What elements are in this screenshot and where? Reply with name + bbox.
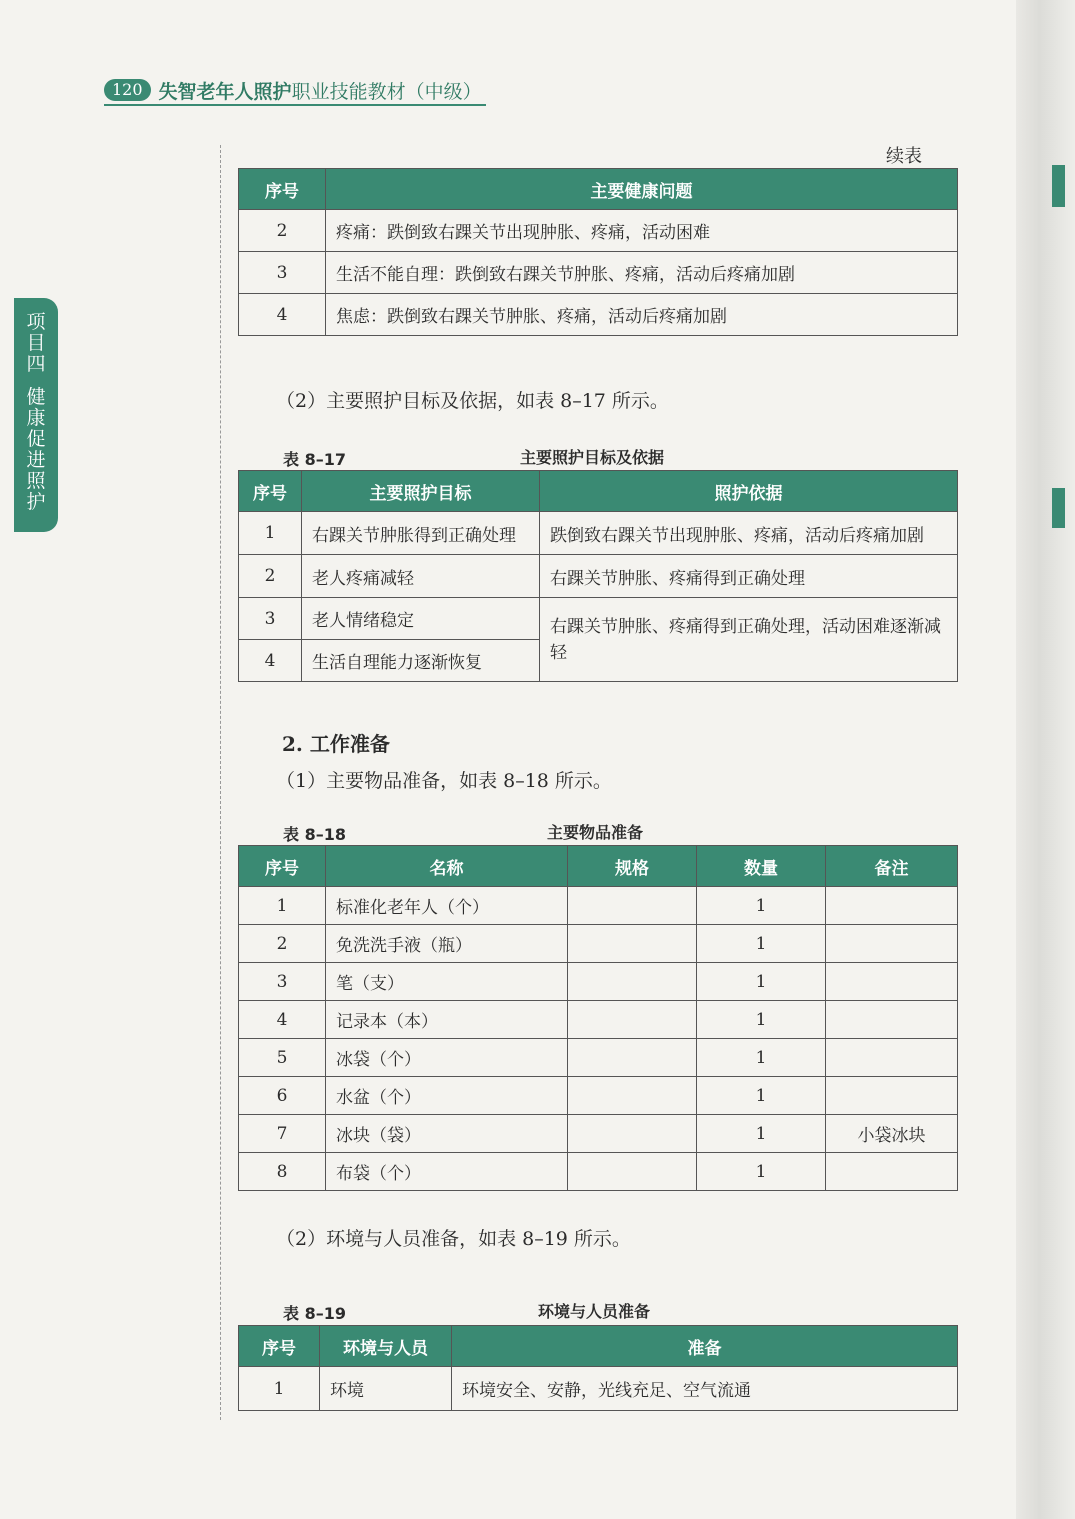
table-cell: 跌倒致右踝关节出现肿胀、疼痛，活动后疼痛加剧 bbox=[540, 512, 958, 555]
table-row bbox=[239, 1153, 958, 1191]
table-cell: 1 bbox=[697, 1115, 826, 1153]
table-cell: 生活自理能力逐渐恢复 bbox=[302, 640, 540, 682]
table-cell bbox=[826, 1001, 958, 1039]
table-cell bbox=[568, 1115, 697, 1153]
table-cell: 老人疼痛减轻 bbox=[302, 555, 540, 598]
table-cell: 疼痛：跌倒致右踝关节出现肿胀、疼痛，活动困难 bbox=[326, 210, 958, 252]
table-cell: 7 bbox=[239, 1115, 326, 1153]
header-cell: 规格 bbox=[568, 846, 697, 887]
table-cell: 1 bbox=[697, 1153, 826, 1191]
table-header-row bbox=[239, 471, 958, 512]
table-cell: 1 bbox=[697, 963, 826, 1001]
paragraph: （2）主要照护目标及依据，如表 8–17 所示。 bbox=[276, 390, 669, 412]
table-cell: 水盆（个） bbox=[326, 1077, 568, 1115]
table-cell: 生活不能自理：跌倒致右踝关节肿胀、疼痛，活动后疼痛加剧 bbox=[326, 252, 958, 294]
table-cell: 2 bbox=[239, 210, 326, 252]
continued-label: 续表 bbox=[886, 146, 922, 167]
table-row bbox=[239, 925, 958, 963]
table-cell: 布袋（个） bbox=[326, 1153, 568, 1191]
table-number: 表 8–19 bbox=[283, 1304, 346, 1323]
header-cell: 名称 bbox=[326, 846, 568, 887]
header-cell: 序号 bbox=[239, 1326, 320, 1367]
table-row bbox=[239, 963, 958, 1001]
table-cell: 2 bbox=[239, 555, 302, 598]
header-cell: 照护依据 bbox=[540, 471, 958, 512]
table-cell bbox=[826, 1039, 958, 1077]
book-title: 失智老年人照护职业技能教材（中级） bbox=[158, 80, 482, 103]
page-number: 120 bbox=[104, 79, 151, 101]
table-row bbox=[239, 294, 958, 336]
table-cell: 5 bbox=[239, 1039, 326, 1077]
header-cell: 序号 bbox=[239, 471, 302, 512]
table-row bbox=[239, 512, 958, 555]
table-cell: 笔（支） bbox=[326, 963, 568, 1001]
table-header-row bbox=[239, 846, 958, 887]
margin-guide bbox=[220, 145, 221, 1420]
section-heading: 2. 工作准备 bbox=[282, 732, 390, 756]
items-table bbox=[238, 845, 958, 1191]
page-edge bbox=[1016, 0, 1075, 1519]
table-cell: 1 bbox=[697, 925, 826, 963]
table-cell bbox=[568, 1077, 697, 1115]
table-cell: 2 bbox=[239, 925, 326, 963]
table-cell: 环境安全、安静，光线充足、空气流通 bbox=[452, 1367, 958, 1411]
edge-mark bbox=[1052, 488, 1065, 528]
table-cell: 免洗洗手液（瓶） bbox=[326, 925, 568, 963]
table-cell: 1 bbox=[697, 1001, 826, 1039]
table-cell: 3 bbox=[239, 963, 326, 1001]
table-cell: 标准化老年人（个） bbox=[326, 887, 568, 925]
table-cell: 1 bbox=[697, 887, 826, 925]
table-cell: 4 bbox=[239, 294, 326, 336]
header-cell: 主要照护目标 bbox=[302, 471, 540, 512]
table-cell: 小袋冰块 bbox=[826, 1115, 958, 1153]
table-title: 主要照护目标及依据 bbox=[520, 448, 665, 467]
header-cell: 备注 bbox=[826, 846, 958, 887]
table-cell: 3 bbox=[239, 252, 326, 294]
table-cell: 1 bbox=[239, 887, 326, 925]
table-row bbox=[239, 1001, 958, 1039]
table-row bbox=[239, 1367, 958, 1411]
table-cell bbox=[826, 887, 958, 925]
table-row bbox=[239, 1077, 958, 1115]
table-cell: 1 bbox=[697, 1039, 826, 1077]
table-cell: 老人情绪稳定 bbox=[302, 598, 540, 640]
table-row bbox=[239, 252, 958, 294]
paragraph: （2）环境与人员准备，如表 8–19 所示。 bbox=[276, 1228, 631, 1250]
edge-mark bbox=[1052, 165, 1065, 207]
table-cell: 4 bbox=[239, 640, 302, 682]
table-cell bbox=[826, 963, 958, 1001]
table-row bbox=[239, 598, 958, 640]
running-header bbox=[104, 76, 486, 106]
chapter-side-tab: 项 目 四 健 康 促 进 照 护 bbox=[14, 298, 58, 532]
table-cell: 4 bbox=[239, 1001, 326, 1039]
table-cell: 8 bbox=[239, 1153, 326, 1191]
table-row bbox=[239, 555, 958, 598]
header-cell: 准备 bbox=[452, 1326, 958, 1367]
table-cell: 右踝关节肿胀得到正确处理 bbox=[302, 512, 540, 555]
header-cell: 序号 bbox=[239, 169, 326, 210]
table-cell bbox=[568, 1153, 697, 1191]
table-cell: 1 bbox=[239, 1367, 320, 1411]
table-cell: 6 bbox=[239, 1077, 326, 1115]
table-cell: 3 bbox=[239, 598, 302, 640]
table-cell bbox=[568, 1039, 697, 1077]
table-cell: 焦虑：跌倒致右踝关节肿胀、疼痛，活动后疼痛加剧 bbox=[326, 294, 958, 336]
table-cell: 右踝关节肿胀、疼痛得到正确处理，活动困难逐渐减轻 bbox=[540, 598, 958, 682]
table-cell: 冰袋（个） bbox=[326, 1039, 568, 1077]
header-cell: 序号 bbox=[239, 846, 326, 887]
table-cell: 冰块（袋） bbox=[326, 1115, 568, 1153]
table-cell: 1 bbox=[239, 512, 302, 555]
table-cell bbox=[826, 1077, 958, 1115]
table-cell: 右踝关节肿胀、疼痛得到正确处理 bbox=[540, 555, 958, 598]
header-cell: 主要健康问题 bbox=[326, 169, 958, 210]
header-cell: 数量 bbox=[697, 846, 826, 887]
table-cell bbox=[826, 1153, 958, 1191]
table-header-row bbox=[239, 169, 958, 210]
header-cell: 环境与人员 bbox=[320, 1326, 452, 1367]
table-row bbox=[239, 210, 958, 252]
table-title: 主要物品准备 bbox=[547, 823, 644, 842]
table-row bbox=[239, 887, 958, 925]
paragraph: （1）主要物品准备，如表 8–18 所示。 bbox=[276, 770, 612, 792]
table-number: 表 8–18 bbox=[283, 825, 346, 844]
table-title: 环境与人员准备 bbox=[538, 1302, 651, 1321]
table-header-row bbox=[239, 1326, 958, 1367]
table-cell bbox=[568, 887, 697, 925]
table-cell bbox=[568, 1001, 697, 1039]
table-cell: 记录本（本） bbox=[326, 1001, 568, 1039]
care-goals-table bbox=[238, 470, 958, 682]
table-cell: 环境 bbox=[320, 1367, 452, 1411]
environment-table bbox=[238, 1325, 958, 1411]
table-cell bbox=[826, 925, 958, 963]
table-cell bbox=[568, 925, 697, 963]
table-row bbox=[239, 1115, 958, 1153]
table-number: 表 8–17 bbox=[283, 450, 346, 469]
table-row bbox=[239, 1039, 958, 1077]
health-problems-table bbox=[238, 168, 958, 336]
table-cell: 1 bbox=[697, 1077, 826, 1115]
table-cell bbox=[568, 963, 697, 1001]
